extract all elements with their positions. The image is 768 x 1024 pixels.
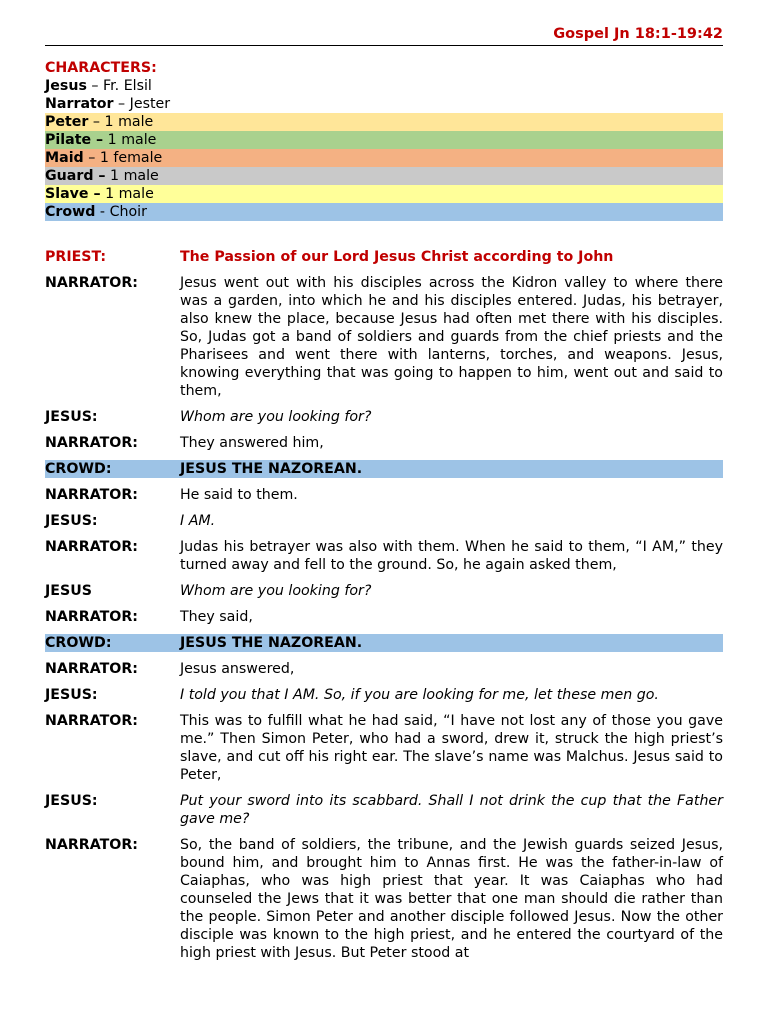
dialogue-row [45, 836, 723, 962]
dialogue-text: Jesus went out with his disciples across the Kidron valley to where there was a garden, into which he and his disciples entered. Judas, his betrayer, also knew the place, because Jesus had often met there with his disciples. So, Judas got a band of soldiers and guards from the chief priests and the Pharisees and went there with lanterns, torches, and weapons. Jesus, knowing everything that was going to happen to him, went out and said to them, [180, 275, 723, 399]
dialogue-text: JESUS THE NAZOREAN. [180, 461, 363, 477]
character-separator: - [95, 204, 110, 220]
character-actor: 1 male [105, 186, 154, 202]
speaker-label: NARRATOR: [45, 661, 138, 677]
dialogue-text: Judas his betrayer was also with them. When he said to them, “I AM,” they turned away and fell to the ground. So, he again asked them, [180, 539, 723, 573]
speaker-label: JESUS: [45, 409, 98, 425]
speaker-label: NARRATOR: [45, 837, 138, 853]
speaker-label: JESUS: [45, 793, 98, 809]
character-row [45, 77, 723, 95]
character-role: Maid [45, 150, 84, 166]
character-actor: Choir [109, 204, 147, 220]
dialogue-text: Put your sword into its scabbard. Shall I not drink the cup that the Father gave me? [180, 793, 723, 827]
character-row [45, 131, 723, 149]
speaker-label: JESUS [45, 583, 92, 599]
character-separator: – [88, 114, 105, 130]
dialogue-row [45, 486, 723, 504]
dialogue-text: The Passion of our Lord Jesus Christ according to John [180, 249, 614, 265]
dialogue-text: I told you that I AM. So, if you are looking for me, let these men go. [180, 687, 659, 703]
character-role: Guard – [45, 168, 106, 184]
dialogue-text: Whom are you looking for? [180, 583, 372, 599]
dialogue-row [45, 460, 723, 478]
dialogue-text: Whom are you looking for? [180, 409, 372, 425]
speaker-label: NARRATOR: [45, 435, 138, 451]
characters-section [45, 59, 723, 221]
dialogue-row [45, 792, 723, 828]
dialogue-text: Jesus answered, [180, 661, 295, 677]
dialogue-text: JESUS THE NAZOREAN. [180, 635, 363, 651]
character-actor: 1 male [110, 168, 159, 184]
character-separator: – [86, 78, 104, 94]
speaker-label: NARRATOR: [45, 487, 138, 503]
dialogue-row [45, 634, 723, 652]
character-actor: 1 male [107, 132, 157, 148]
character-actor: Jester [129, 96, 171, 112]
dialogue-text: He said to them. [180, 487, 298, 503]
dialogue-row [45, 686, 723, 704]
speaker-label: CROWD: [45, 635, 112, 651]
dialogue-text: I AM. [180, 513, 216, 529]
dialogue-row [45, 248, 723, 266]
character-role: Peter [45, 114, 89, 130]
dialogue-row [45, 608, 723, 626]
character-role: Pilate – [45, 132, 104, 148]
speaker-label: CROWD: [45, 461, 112, 477]
speaker-label: NARRATOR: [45, 609, 138, 625]
character-role: Narrator [45, 96, 114, 112]
characters-list [45, 77, 723, 221]
gospel-reference: Gospel Jn 18:1-19:42 [45, 26, 723, 46]
character-row [45, 167, 723, 185]
character-role: Slave – [45, 186, 101, 202]
speaker-label: PRIEST: [45, 249, 107, 265]
dialogue-row [45, 538, 723, 574]
dialogue-text: So, the band of soldiers, the tribune, and the Jewish guards seized Jesus, bound him, and brought him to Annas first. He was the father-in-law of Caiaphas, who was high priest that year. It was Caiaphas who had counseled the Jews that it was better that one man should die rather than the people. Simon Peter and another disciple followed Jesus. Now the other disciple was known to the high priest, and he entered the courtyard of the high priest with Jesus. But Peter stood at [180, 837, 723, 961]
script-body [45, 248, 723, 962]
character-actor: 1 male [104, 114, 154, 130]
dialogue-row [45, 512, 723, 530]
speaker-label: JESUS: [45, 513, 98, 529]
character-row [45, 113, 723, 131]
speaker-label: NARRATOR: [45, 713, 138, 729]
speaker-label: NARRATOR: [45, 539, 138, 555]
character-role: Jesus [45, 78, 87, 94]
dialogue-row [45, 660, 723, 678]
characters-title: CHARACTERS: [45, 60, 157, 76]
dialogue-text: They answered him, [180, 435, 324, 451]
character-actor: 1 female [99, 150, 163, 166]
character-separator: – [113, 96, 130, 112]
character-actor: Fr. Elsil [103, 78, 152, 94]
dialogue-row [45, 434, 723, 452]
dialogue-row [45, 712, 723, 784]
character-separator: – [83, 150, 100, 166]
character-row [45, 185, 723, 203]
dialogue-row [45, 274, 723, 400]
speaker-label: JESUS: [45, 687, 98, 703]
character-role: Crowd [45, 204, 96, 220]
character-row [45, 149, 723, 167]
dialogue-row [45, 582, 723, 600]
dialogue-row [45, 408, 723, 426]
dialogue-text: They said, [180, 609, 253, 625]
dialogue-text: This was to fulfill what he had said, “I have not lost any of those you gave me.” Then Simon Peter, who had a sword, drew it, struck the high priest’s slave, and cut off his right ear. The slave’s name was Malchus. Jesus said to Peter, [180, 713, 723, 783]
speaker-label: NARRATOR: [45, 275, 138, 291]
character-row [45, 203, 723, 221]
character-row [45, 95, 723, 113]
